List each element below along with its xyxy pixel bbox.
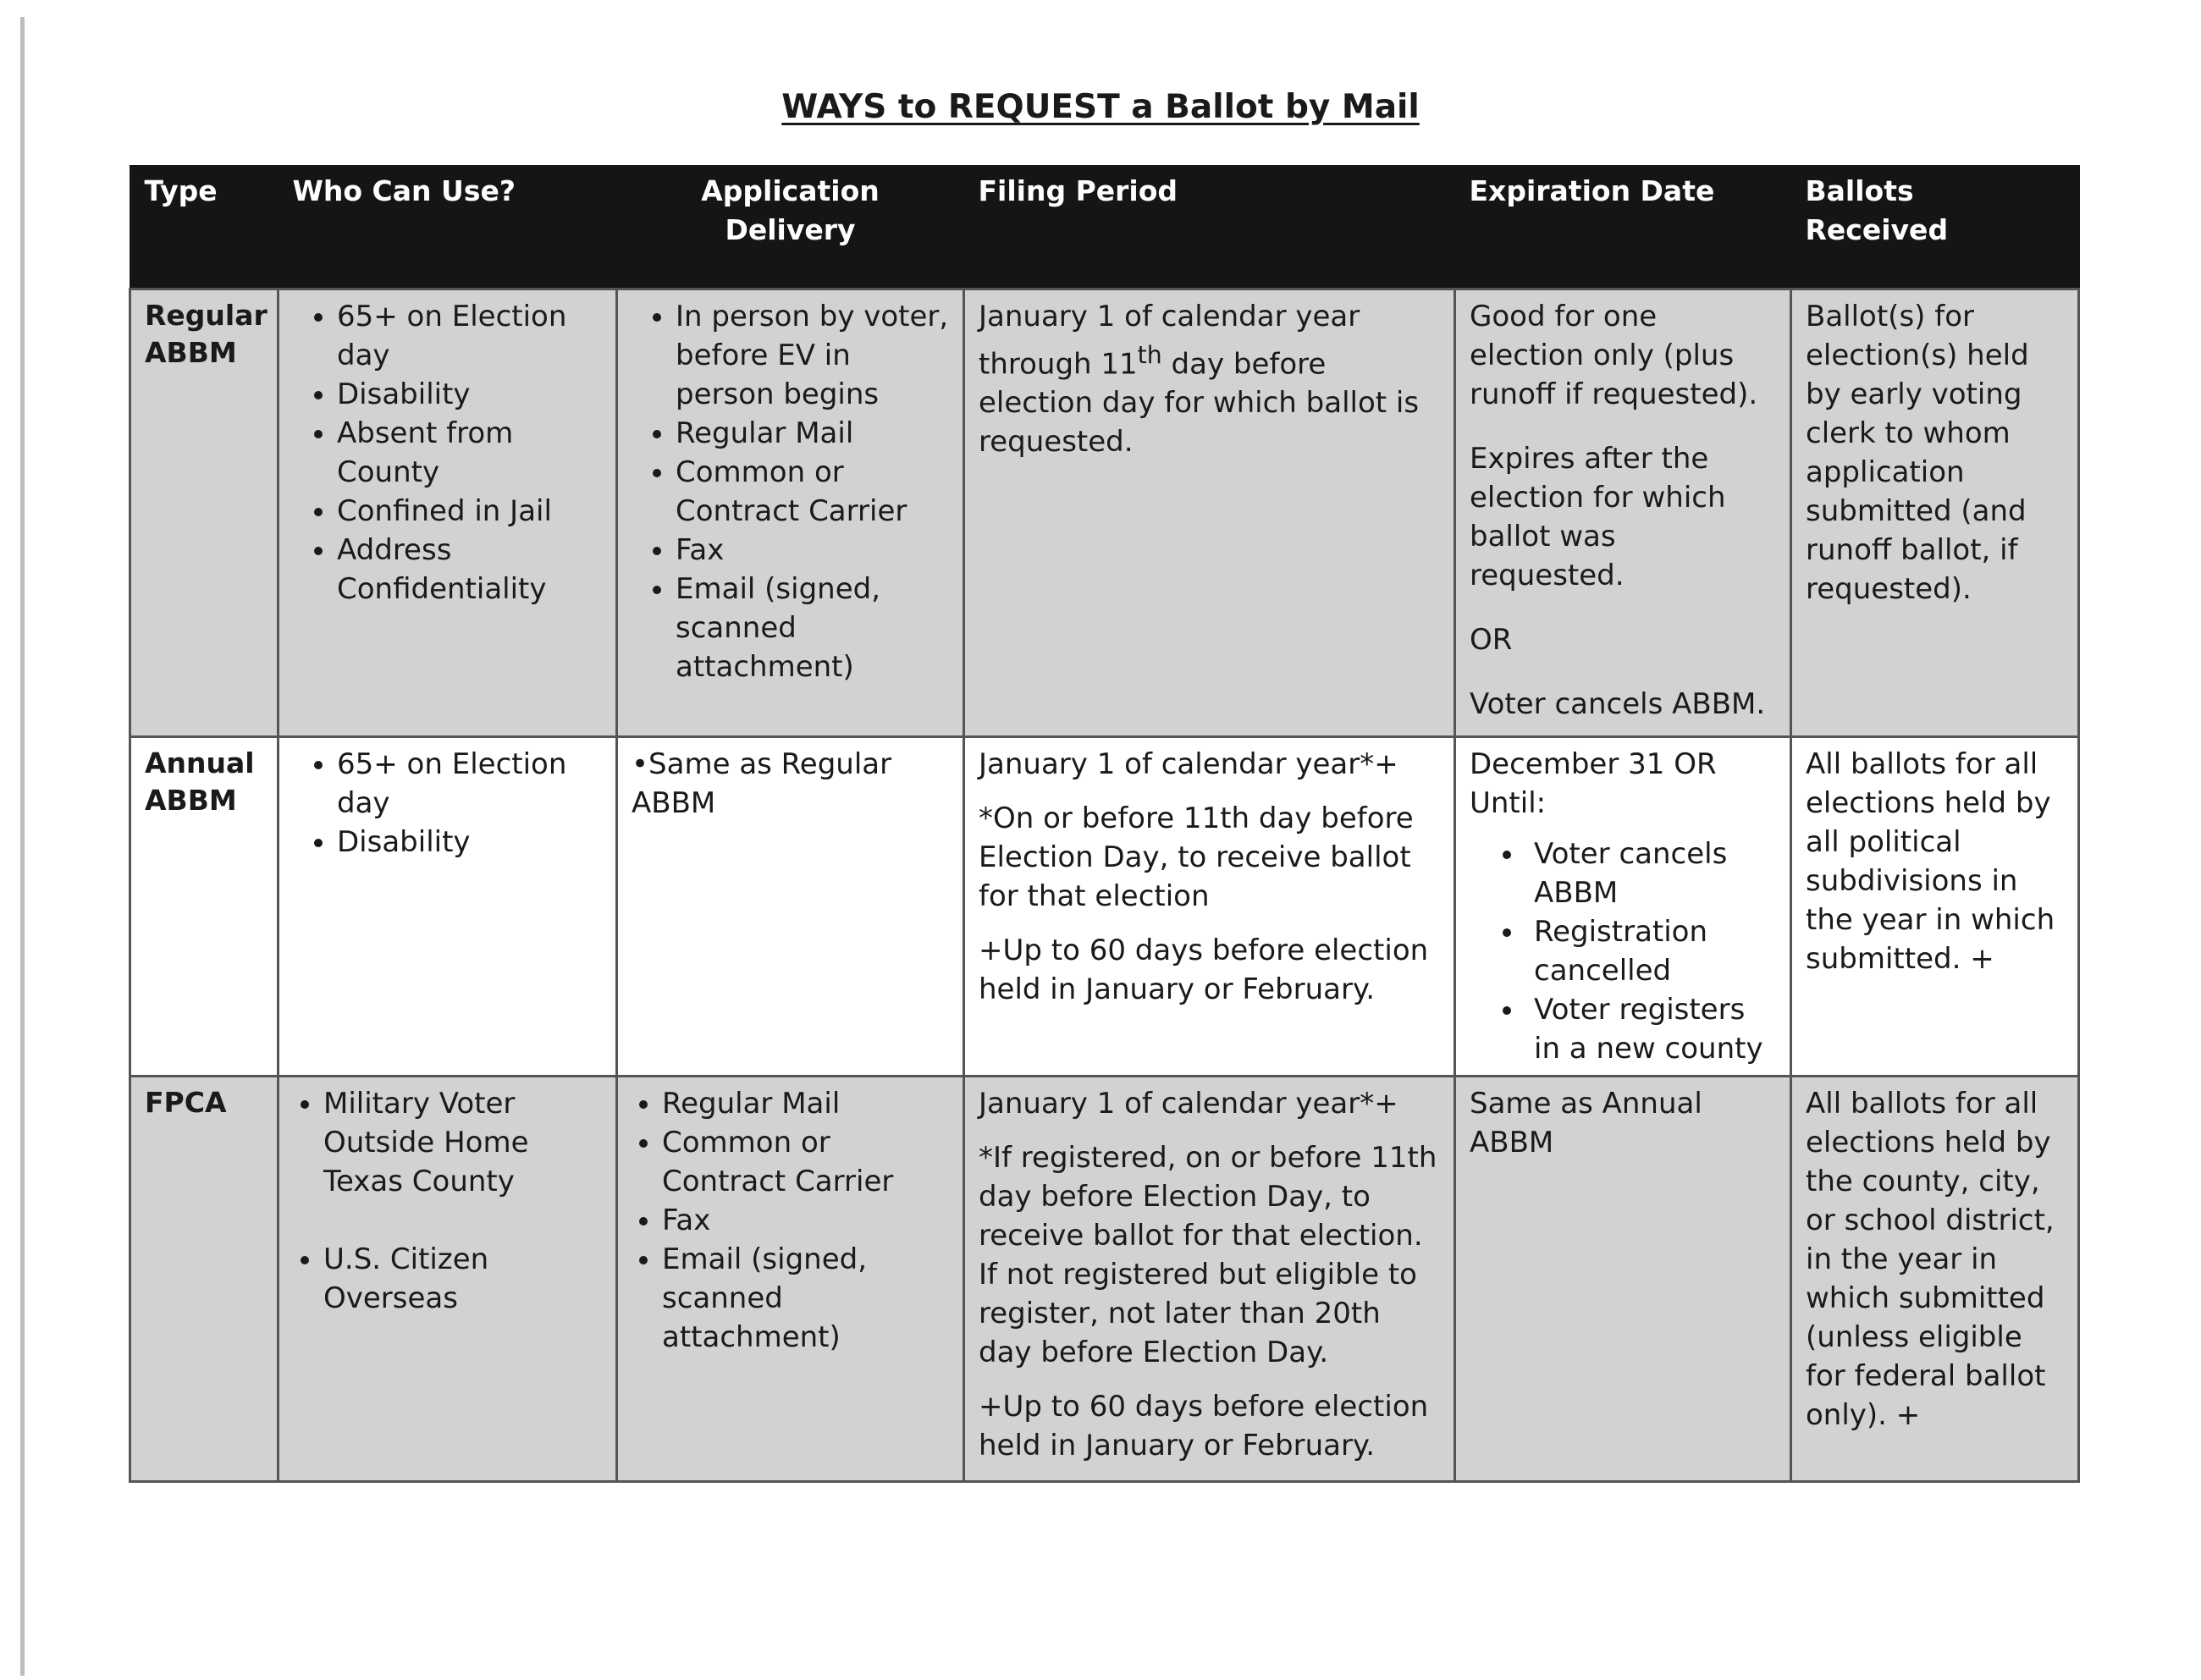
list-item: • Fax [662, 1201, 949, 1240]
list-item: • Disability [337, 823, 602, 862]
list-item: • 65+ on Election day [337, 745, 602, 823]
table-header-row [130, 166, 2079, 289]
list-item: • Common or Contract Carrier [662, 1123, 949, 1201]
expiration-date-cell: Same as Annual ABBM [1455, 1077, 1791, 1482]
filing-period-text [979, 297, 1440, 461]
ordinal-suffix: th [1137, 341, 1162, 369]
filing-period-text: *If registered, on or before 11th day before Election Day, to receive ballot for that election. If not registered but eligible to register, not later than 20th day before Election Day. [979, 1141, 1437, 1369]
list-item: • Regular Mail [662, 1084, 949, 1123]
header-ballots-received: Ballots Received [1791, 166, 2079, 289]
expiration-date-cell [1455, 737, 1791, 1077]
who-can-use-cell [279, 1077, 617, 1482]
who-can-use-list [293, 297, 602, 609]
list-item: • Confined in Jail [337, 492, 602, 531]
list-item: • Absent from County [337, 414, 602, 492]
expiration-list [1470, 834, 1776, 1068]
table-row-annual-abbm [130, 737, 2079, 1077]
type-cell: Regular ABBM [130, 289, 279, 737]
scan-edge-line [20, 17, 25, 1676]
ballot-request-table [129, 165, 2080, 1483]
list-item: • Email (signed, scanned attachment) [662, 1240, 949, 1357]
header-expiration-date: Expiration Date [1455, 166, 1791, 289]
header-application-delivery: Application Delivery [617, 166, 964, 289]
list-item: • Email (signed, scanned attachment) [676, 570, 949, 686]
expiration-text: Good for one election only (plus runoff if requested). [1470, 300, 1758, 411]
table-row-fpca [130, 1077, 2079, 1482]
filing-text-start: January 1 of calendar year through 11 [979, 300, 1360, 382]
filing-period-cell [964, 289, 1455, 737]
application-delivery-cell [617, 289, 964, 737]
filing-period-cell [964, 1077, 1455, 1482]
filing-period-cell [964, 737, 1455, 1077]
filing-period-text: +Up to 60 days before election held in January or February. [979, 1390, 1429, 1462]
who-can-use-cell [279, 289, 617, 737]
ballots-received-cell: Ballot(s) for election(s) held by early voting clerk to whom application submitted (and runoff ballot, if requested). [1791, 289, 2079, 737]
ballots-received-cell: All ballots for all elections held by all political subdivisions in the year in which submitted. + [1791, 737, 2079, 1077]
who-can-use-list [293, 1084, 602, 1318]
list-item: • U.S. Citizen Overseas [323, 1240, 602, 1318]
list-item: • Regular Mail [676, 414, 949, 453]
expiration-date-cell [1455, 289, 1791, 737]
list-item: • Fax [676, 531, 949, 570]
application-delivery-cell: •Same as Regular ABBM [617, 737, 964, 1077]
header-who-can-use: Who Can Use? [279, 166, 617, 289]
page-title: WAYS to REQUEST a Ballot by Mail [781, 88, 1420, 126]
filing-period-text: *On or before 11th day before Election Day, to receive ballot for that election [979, 801, 1414, 913]
header-type: Type [130, 166, 279, 289]
filing-period-text: January 1 of calendar year*+ [979, 747, 1398, 781]
ballots-received-cell: All ballots for all elections held by the county, city, or school district, in the year in which submitted (unless eligible for federal ballot only). + [1791, 1077, 2079, 1482]
who-can-use-list [293, 745, 602, 862]
list-item: • In person by voter, before EV in person begins [676, 297, 949, 414]
list-item: • Voter registers in a new county [1525, 990, 1776, 1068]
delivery-list [632, 297, 949, 686]
type-cell: FPCA [130, 1077, 279, 1482]
who-can-use-cell [279, 737, 617, 1077]
filing-period-text: January 1 of calendar year*+ [979, 1087, 1398, 1121]
expiration-text: Expires after the election for which ballot was requested. [1470, 442, 1726, 592]
list-item: • Voter cancels ABBM [1525, 834, 1776, 912]
expiration-text: OR [1470, 623, 1513, 657]
application-delivery-cell [617, 1077, 964, 1482]
list-item: • Address Confidentiality [337, 531, 602, 609]
list-item: • Registration cancelled [1525, 912, 1776, 990]
type-cell: Annual ABBM [130, 737, 279, 1077]
list-item: • Common or Contract Carrier [676, 453, 949, 531]
filing-text-end: day before election day for which ballot is requested. [979, 347, 1420, 460]
list-item: • Military Voter Outside Home Texas County [323, 1084, 602, 1201]
expiration-text: Voter cancels ABBM. [1470, 687, 1766, 721]
table-row-regular-abbm [130, 289, 2079, 737]
filing-period-text: +Up to 60 days before election held in January or February. [979, 934, 1429, 1006]
expiration-intro: December 31 OR Until: [1470, 747, 1717, 820]
header-filing-period: Filing Period [964, 166, 1455, 289]
list-item: • Disability [337, 375, 602, 414]
delivery-list [632, 1084, 949, 1357]
list-item: • 65+ on Election day [337, 297, 602, 375]
